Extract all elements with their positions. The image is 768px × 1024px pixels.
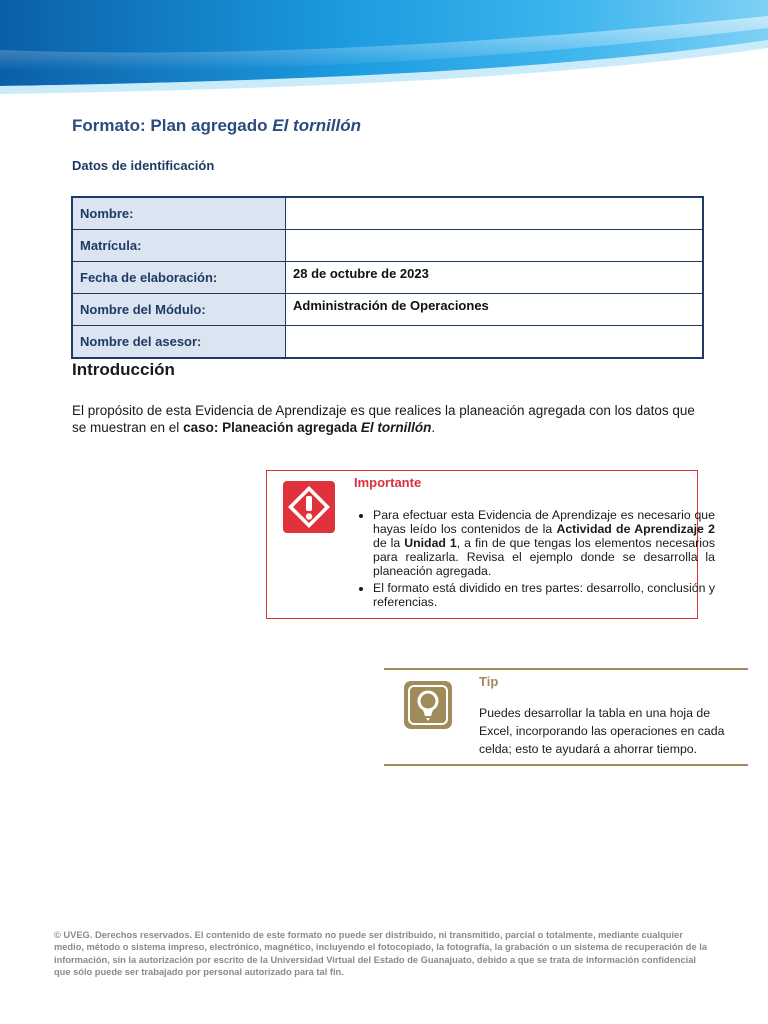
row-label: Fecha de elaboración:: [72, 262, 286, 294]
row-label: Nombre del asesor:: [72, 326, 286, 359]
intro-paragraph: El propósito de esta Evidencia de Aprendizaje es que realices la planeación agregada con los datos que se muestran en el caso: Planeación agregada El tornillón.: [72, 403, 695, 435]
tip-bottom-rule: [384, 764, 748, 766]
header-banner: [0, 0, 768, 96]
table-row: [72, 262, 703, 294]
lightbulb-icon: [404, 681, 452, 729]
table-row: [72, 326, 703, 359]
table-row: [72, 294, 703, 326]
row-label: Nombre del Módulo:: [72, 294, 286, 326]
table-row: [72, 230, 703, 262]
list-item: • El formato está dividido en tres partes: desarrollo, conclusión y referencias.: [373, 581, 715, 609]
tip-text: Puedes desarrollar la tabla en una hoja de Excel, incorporando las operaciones en cada celda; esto te ayudará a ahorrar tiempo.: [479, 706, 725, 756]
copyright-footer: © UVEG. Derechos reservados. El contenido de este formato no puede ser distribuido, ni transmitido, parcial o totalmente, mediante cualquier medio, método o sistema impreso, electrónico, magnético, incluyendo el fotocopiado, la fotografía, la grabación o un sistema de recuperación de la información, sin la autorización por escrito de la Universidad Virtual del Estado de Guanajuato, debido a que se trata de información confidencial que sólo puede ser trabajado por personal autorizado para tal fin.: [54, 930, 707, 977]
row-label: Nombre:: [72, 197, 286, 230]
important-list: [351, 508, 715, 612]
identification-table: [71, 196, 704, 359]
date-field[interactable]: 28 de octubre de 2023: [286, 262, 704, 294]
list-item: • Para efectuar esta Evidencia de Aprendizaje es necesario que hayas leído los contenidos de la Actividad de Aprendizaje 2 de la Unidad 1, a fin de que tengas los elementos necesarios para realizarla. Revisa el ejemplo donde se desarrolla la planeación agregada.: [373, 508, 715, 578]
name-field[interactable]: [286, 197, 704, 230]
table-row: [72, 197, 703, 230]
matricula-field[interactable]: [286, 230, 704, 262]
page-title-italic: El tornillón: [272, 116, 362, 135]
intro-heading: Introducción: [72, 360, 175, 379]
page-title: Formato: Plan agregado El tornillón: [72, 116, 362, 135]
module-field[interactable]: Administración de Operaciones: [286, 294, 704, 326]
important-callout: [266, 470, 715, 619]
warning-diamond-icon: [283, 481, 335, 533]
important-title: Importante: [354, 475, 422, 490]
advisor-field[interactable]: [286, 326, 704, 359]
tip-title: Tip: [479, 674, 499, 689]
row-label: Matrícula:: [72, 230, 286, 262]
tip-top-rule: [384, 668, 748, 670]
section-subtitle: Datos de identificación: [72, 158, 215, 173]
